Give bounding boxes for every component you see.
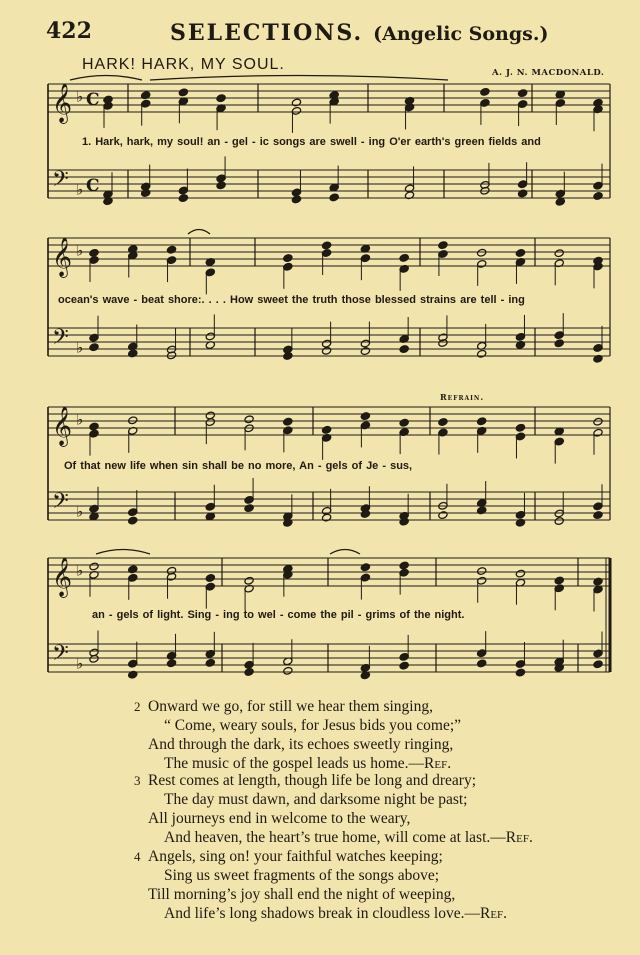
note-head xyxy=(89,654,99,663)
note-head xyxy=(593,511,603,520)
note-head xyxy=(244,415,254,424)
note-head xyxy=(399,254,409,263)
hymn-title: HARK! HARK, MY SOUL. xyxy=(82,56,285,73)
bass-clef-icon: 𝄢 xyxy=(52,641,69,671)
note-head xyxy=(515,423,525,432)
verse-line xyxy=(148,866,507,885)
note-head xyxy=(216,181,226,190)
flat-sign-icon: ♭ xyxy=(76,654,84,673)
bass-clef-icon: 𝄢 xyxy=(52,489,69,519)
bass-clef-icon: 𝄢 xyxy=(52,325,69,355)
common-time-icon: C xyxy=(86,90,100,110)
lyrics-line-4: an - gels of light. Sing - ing to wel - come the pil - grims of the night. xyxy=(92,609,465,621)
note-head xyxy=(477,417,487,426)
verse-number: 4 xyxy=(134,849,141,864)
flat-sign-icon: ♭ xyxy=(76,561,84,580)
refrain-ref: Ref. xyxy=(424,755,452,772)
verse-number: 3 xyxy=(134,773,141,788)
slur xyxy=(150,76,448,81)
flat-sign-icon: ♭ xyxy=(76,338,84,357)
section-name: SELECTIONS. xyxy=(170,20,364,46)
note-head xyxy=(477,567,487,576)
refrain-ref: Ref. xyxy=(505,829,533,846)
note-head xyxy=(322,513,332,522)
note-head xyxy=(399,345,409,354)
note-head xyxy=(322,425,332,434)
note-head xyxy=(593,660,603,669)
note-head xyxy=(399,561,409,570)
note-head xyxy=(89,249,99,258)
note-head xyxy=(283,254,293,263)
verse-line xyxy=(148,828,533,847)
lyrics-line-1: 1. Hark, hark, my soul! an - gel - ic songs are swell - ing O'er earth's green fields and xyxy=(82,136,541,148)
note-head xyxy=(477,659,487,668)
note-head xyxy=(329,193,339,202)
verse-text: Angels, sing on! your faithful watches keeping; xyxy=(148,848,443,865)
verse-text: Rest comes at length, though life be long and dreary; xyxy=(148,772,476,789)
note-head xyxy=(438,511,448,520)
note-head xyxy=(166,659,176,668)
note-head xyxy=(554,517,564,526)
note-head xyxy=(518,89,528,98)
flat-sign-icon: ♭ xyxy=(76,410,84,429)
flat-sign-icon: ♭ xyxy=(76,180,84,199)
note-head xyxy=(322,346,332,355)
note-head xyxy=(89,422,99,431)
note-head xyxy=(554,576,564,585)
note-head xyxy=(244,504,254,513)
verse-line xyxy=(134,697,461,716)
slur xyxy=(330,550,360,555)
verse-text: All journeys end in welcome to the weary, xyxy=(148,810,411,827)
verse-line xyxy=(148,790,533,809)
note-head xyxy=(178,194,188,203)
note-head xyxy=(518,189,528,198)
note-head xyxy=(216,94,226,103)
note-head xyxy=(555,197,565,206)
verse-text: And through the dark, its echoes sweetly ringing, xyxy=(148,736,454,753)
note-head xyxy=(593,417,603,426)
flat-sign-icon: ♭ xyxy=(76,502,84,521)
section-subtitle: (Angelic Songs.) xyxy=(373,23,549,45)
note-head xyxy=(515,569,525,578)
slur xyxy=(70,76,142,81)
verse-text: The day must dawn, and darksome night be past; xyxy=(164,791,468,808)
note-head xyxy=(360,347,370,356)
note-head xyxy=(554,249,564,258)
common-time-icon: C xyxy=(86,176,100,196)
verse-text: The music of the gospel leads us home.— xyxy=(164,755,425,772)
note-head xyxy=(515,249,525,258)
note-head xyxy=(438,418,448,427)
note-head xyxy=(360,412,370,421)
note-head xyxy=(283,352,293,361)
note-head xyxy=(480,87,490,96)
verse-line xyxy=(134,847,507,866)
verse-text: “ Come, weary souls, for Jesus bids you come;” xyxy=(164,717,462,734)
verse-line xyxy=(148,735,461,754)
flat-sign-icon: ♭ xyxy=(76,241,84,260)
lyrics-line-3: Of that new life when sin shall be no more, An - gels of Je - sus, xyxy=(64,460,413,472)
note-head xyxy=(128,416,138,425)
note-head xyxy=(178,88,188,97)
treble-clef-icon: 𝄞 xyxy=(52,83,73,123)
verse-text: And life’s long shadows break in cloudless love.— xyxy=(164,905,480,922)
verse-line xyxy=(134,771,533,790)
note-head xyxy=(291,98,301,107)
note-head xyxy=(554,339,564,348)
verse-line xyxy=(148,904,507,923)
note-head xyxy=(515,668,525,677)
verse-line xyxy=(148,885,507,904)
slur xyxy=(188,230,210,235)
note-head xyxy=(205,658,215,667)
verse-text: Till morning’s joy shall end the night of weeping, xyxy=(148,886,456,903)
verse-text: And heaven, the heart’s true home, will come at last.— xyxy=(164,829,506,846)
note-head xyxy=(477,248,487,257)
note-head xyxy=(593,577,603,586)
lyrics-line-2: ocean's wave - beat shore:. . . . How sweet the truth those blessed strains are tell - ing xyxy=(58,294,525,306)
note-head xyxy=(205,574,215,583)
note-head xyxy=(399,661,409,670)
note-head xyxy=(360,563,370,572)
bass-clef-icon: 𝄢 xyxy=(52,167,69,197)
verse-4 xyxy=(134,847,508,923)
verse-line xyxy=(148,716,461,735)
note-head xyxy=(322,241,332,250)
verse-2 xyxy=(134,697,462,773)
note-head xyxy=(128,516,138,525)
verse-number: 2 xyxy=(134,699,141,714)
verse-text: Onward we go, for still we hear them singing, xyxy=(148,698,433,715)
composer-credit: A. J. N. MACDONALD. xyxy=(492,68,605,78)
treble-clef-icon: 𝄞 xyxy=(52,557,73,597)
note-head xyxy=(438,241,448,250)
page-number: 422 xyxy=(46,18,92,44)
refrain-ref: Ref. xyxy=(479,905,508,922)
note-head xyxy=(141,189,151,198)
note-head xyxy=(291,195,301,204)
note-head xyxy=(477,349,487,358)
treble-clef-icon: 𝄞 xyxy=(52,237,73,277)
treble-clef-icon: 𝄞 xyxy=(52,406,73,446)
verse-text: Sing us sweet fragments of the songs above; xyxy=(164,867,440,884)
note-head xyxy=(593,192,603,201)
note-head xyxy=(283,666,293,675)
note-head xyxy=(283,417,293,426)
note-head xyxy=(244,668,254,677)
verse-line xyxy=(148,809,533,828)
refrain-label: Refrain. xyxy=(440,392,485,402)
slur xyxy=(96,550,150,555)
note-head xyxy=(128,349,138,358)
note-head xyxy=(399,418,409,427)
verse-3 xyxy=(134,771,533,847)
note-head xyxy=(244,576,254,585)
note-head xyxy=(89,343,99,352)
note-head xyxy=(89,562,99,571)
flat-sign-icon: ♭ xyxy=(76,87,84,106)
note-head xyxy=(166,245,176,254)
